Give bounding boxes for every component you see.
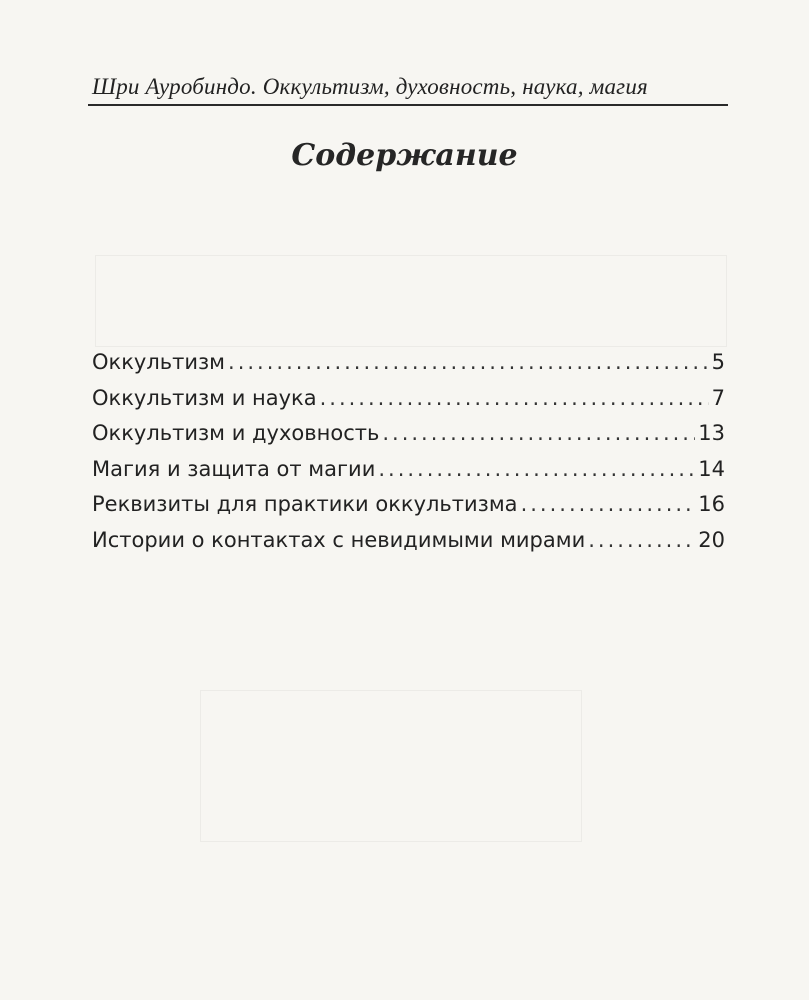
toc-entry-label: Истории о контактах с невидимыми мирами [92, 527, 586, 552]
toc-entry[interactable] [92, 457, 725, 493]
toc-entry-page: 20 [698, 527, 725, 552]
toc-entry[interactable] [92, 528, 725, 564]
toc-entry-label: Оккультизм [92, 350, 226, 374]
toc-entry-label: Оккультизм и наука [92, 385, 317, 410]
toc-entry-label: Реквизиты для практики оккультизма [92, 492, 518, 517]
table-of-contents [92, 350, 725, 564]
toc-leader-dots [320, 386, 709, 410]
toc-entry-page: 5 [711, 350, 725, 374]
toc-entry-page: 14 [698, 456, 725, 481]
toc-entry-label: Магия и защита от магии [92, 456, 376, 481]
toc-entry-page: 13 [698, 421, 725, 446]
toc-leader-dots [382, 421, 695, 445]
toc-entry[interactable] [92, 492, 725, 528]
toc-leader-dots [228, 350, 709, 374]
toc-entry[interactable] [92, 421, 725, 457]
toc-entry[interactable] [92, 350, 725, 386]
toc-entry-label: Оккультизм и духовность [92, 421, 380, 446]
page-title: Содержание [291, 138, 518, 173]
show-through-block-top [95, 255, 727, 347]
toc-entry-page: 16 [698, 492, 725, 517]
toc-leader-dots [521, 492, 696, 516]
toc-leader-dots [378, 457, 695, 481]
toc-leader-dots [588, 528, 695, 552]
header-rule [88, 104, 728, 106]
toc-entry-page: 7 [711, 385, 725, 410]
show-through-block-bottom [200, 690, 582, 842]
running-header: Шри Ауробиндо. Оккультизм, духовность, наука, магия [92, 74, 648, 99]
toc-entry[interactable] [92, 386, 725, 422]
